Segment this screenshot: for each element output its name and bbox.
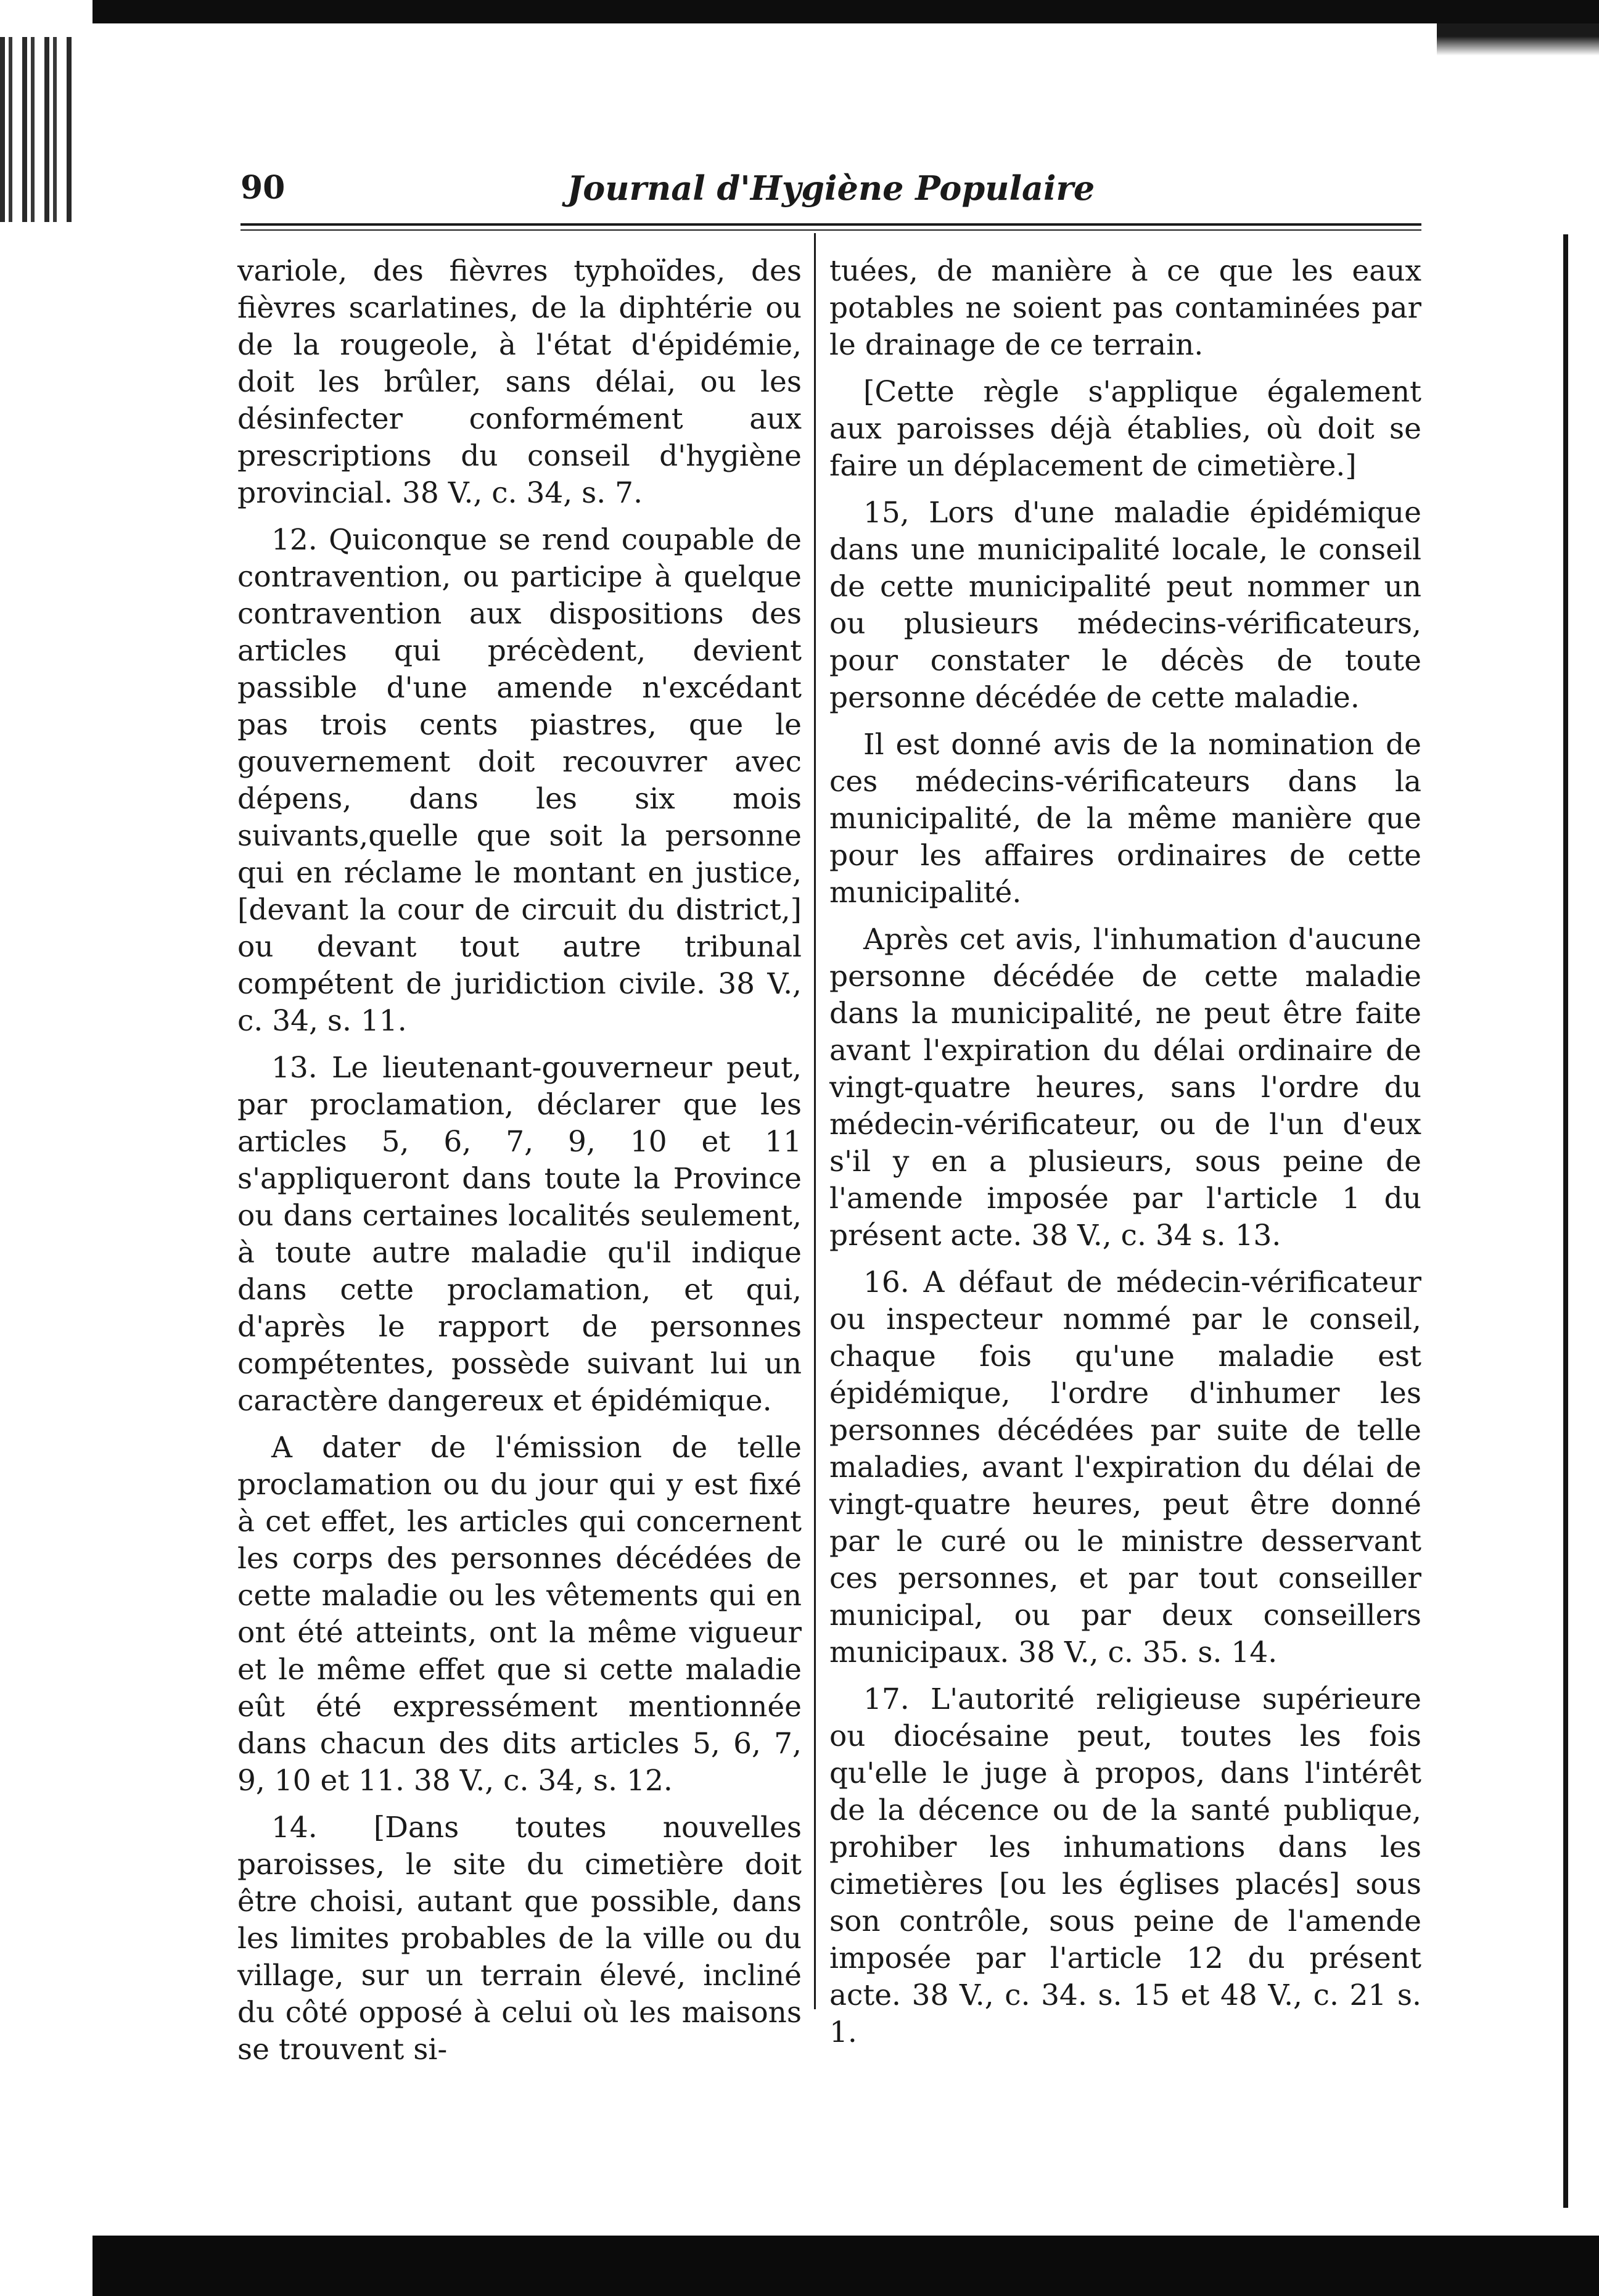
paragraph: Il est donné avis de la nomination de ces médecins-vérificateurs dans la municipalité, de la même manière que pour les affaires ordinaires de cette municipalité. — [829, 728, 1421, 910]
paragraph: 15, Lors d'une maladie épidémique dans une municipalité locale, le conseil de cette municipalité peut nommer un ou plusieurs médecins-vérificateurs, pour constater le décès de toute personne décédée de cette maladie. — [829, 496, 1421, 715]
paragraph: [Cette règle s'applique également aux paroisses déjà établies, où doit se faire un déplacement de cimetière.] — [829, 375, 1421, 483]
page-number: 90 — [240, 169, 286, 207]
paragraph: tuées, de manière à ce que les eaux potables ne soient pas contaminées par le drainage de ce terrain. — [829, 254, 1421, 362]
paragraph: 17. L'autorité religieuse supérieure ou diocésaine peut, toutes les fois qu'elle le juge à propos, dans l'intérêt de la décence ou de la santé publique, prohiber les inhumations dans les cimetières [ou les églises placés] sous son contrôle, sous peine de l'amende imposée par l'article 12 du présent acte. 38 V., c. 34. s. 15 et 48 V., c. 21 s. 1. — [829, 1682, 1421, 2049]
paragraph: A dater de l'émission de telle proclamation ou du jour qui y est fixé à cet effet, les articles qui concernent les corps des personnes décédées de cette maladie ou les vêtements qui en ont été atteints, ont la même vigueur et le même effet que si cette maladie eût été expressément mentionnée dans chacun des dits articles 5, 6, 7, 9, 10 et 11. 38 V., c. 34, s. 12. — [237, 1431, 802, 1798]
scan-border-right — [1563, 234, 1568, 2208]
scan-border-top — [92, 0, 1599, 23]
running-title: Journal d'Hygiène Populaire — [567, 168, 1095, 208]
header-rule — [240, 223, 1421, 226]
left-column — [237, 253, 802, 2078]
scan-border-bottom — [92, 2236, 1599, 2296]
paragraph: 14. [Dans toutes nouvelles paroisses, le site du cimetière doit être choisi, autant que possible, dans les limites probables de la ville ou du village, sur un terrain élevé, incliné du côté opposé à celui où les maisons se trouvent si- — [237, 1811, 802, 2067]
scan-border-top-shadow — [1437, 23, 1599, 56]
paragraph: 12. Quiconque se rend coupable de contravention, ou participe à quelque contravention aux dispositions des articles qui précèdent, devient passible d'une amende n'excédant pas trois cents piastres, que le gouvernement doit recouvrer avec dépens, dans les six mois suivants,quelle que soit la personne qui en réclame le montant en justice, [devant la cour de circuit du district,] ou devant tout autre tribunal compétent de juridiction civile. 38 V., c. 34, s. 11. — [237, 523, 802, 1038]
paragraph: 13. Le lieutenant-gouverneur peut, par proclamation, déclarer que les articles 5, 6, 7, 9, 10 et 11 s'appliqueront dans toute la Province ou dans certaines localités seulement, à toute autre maladie qu'il indique dans cette proclamation, et qui, d'après le rapport de personnes compétentes, possède suivant lui un caractère dangereux et épidémique. — [237, 1051, 802, 1418]
paragraph: 16. A défaut de médecin-vérificateur ou inspecteur nommé par le conseil, chaque fois qu'une maladie est épidémique, l'ordre d'inhumer les personnes décédées par suite de telle maladies, avant l'expiration du délai de vingt-quatre heures, peut être donné par le curé ou le ministre desservant ces personnes, et par tout conseiller municipal, ou par deux conseillers municipaux. 38 V., c. 35. s. 14. — [829, 1265, 1421, 1669]
paragraph: Après cet avis, l'inhumation d'aucune personne décédée de cette maladie dans la municipalité, ne peut être faite avant l'expiration du délai ordinaire de vingt-quatre heures, sans l'ordre du médecin-vérificateur, ou de l'un d'eux s'il y en a plusieurs, sous peine de l'amende imposée par l'article 1 du présent acte. 38 V., c. 34 s. 13. — [829, 923, 1421, 1253]
page-header — [240, 167, 1421, 210]
paragraph: variole, des fièvres typhoïdes, des fièvres scarlatines, de la diphtérie ou de la rougeole, à l'état d'épidémie, doit les brûler, sans délai, ou les désinfecter conformément aux prescriptions du conseil d'hygiène provincial. 38 V., c. 34, s. 7. — [237, 254, 802, 510]
right-column — [829, 253, 1421, 2061]
header-rule-thin — [240, 229, 1421, 231]
scan-binding-edge — [0, 37, 74, 222]
column-divider — [814, 233, 816, 2009]
